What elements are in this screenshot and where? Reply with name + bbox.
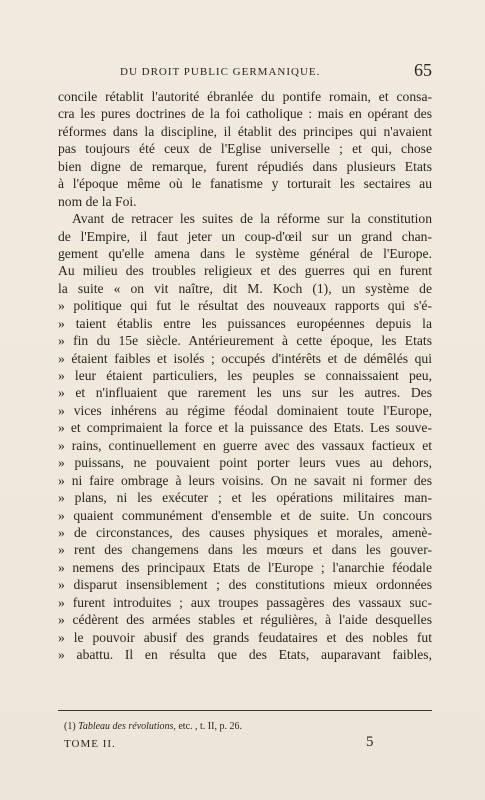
footnote-rule	[58, 710, 432, 711]
text-line: cra les pures doctrines de la foi catholique : mais en opérant des	[58, 106, 432, 122]
text-line: » nemens des principaux Etats de l'Europe ; l'anarchie féodale	[58, 559, 432, 575]
text-line: bien digne de remarque, furent répudiés dans plusieurs Etats	[58, 158, 432, 174]
text-line: » puissans, ne pouvaient point porter leurs vues au dehors,	[58, 455, 432, 471]
footnote-title: Tableau des révolutions	[78, 721, 174, 732]
text-line: » et n'influaient que rarement les uns sur les autres. Des	[58, 385, 432, 401]
text-line: concile rétablit l'autorité ébranlée du pontife romain, et consa-	[58, 89, 432, 104]
text-line: » taient établis entre les puissances européennes depuis la	[58, 315, 432, 331]
text-line: » rent des changemens dans les mœurs et dans les gouver-	[58, 542, 432, 558]
text-line: » ni faire ombrage à leurs voisins. On ne savait ni former des	[58, 472, 432, 488]
footnote-reference: , etc. , t. II, p. 26.	[173, 721, 242, 732]
text-line: » et comprimaient la force et la puissance des Etats. Les souve-	[58, 420, 432, 436]
text-line: réformes dans la discipline, il établit des principes qui n'avaient	[58, 123, 432, 139]
page-number: 65	[414, 60, 432, 80]
footnote-marker: (1)	[64, 721, 76, 732]
signature-number: 5	[366, 734, 374, 750]
text-line: » furent introduites ; aux troupes passagères des vassaux suc-	[58, 594, 432, 610]
text-line: la suite « on vit naître, dit M. Koch (1), un système de	[58, 280, 432, 296]
signature-label: TOME II.	[64, 738, 116, 750]
text-line: » le pouvoir abusif des grands feudataires et des nobles fut	[58, 629, 432, 645]
text-line: » politique qui fut le résultat des nouveaux rapports qui s'é-	[58, 298, 432, 314]
text-line: nom de la Foi.	[58, 193, 137, 209]
text-line: Au milieu des troubles religieux et des guerres qui en furent	[58, 263, 432, 279]
text-line: » disparut insensiblement ; des constitutions mieux ordonnées	[58, 577, 432, 593]
text-line: pas toujours été ceux de l'Eglise universelle ; et qui, chose	[58, 141, 432, 157]
text-line: Avant de retracer les suites de la réforme sur la constitution	[72, 211, 432, 227]
text-line: » cédèrent des armées stables et régulières, à l'aide desquelles	[58, 612, 432, 628]
text-line: gement qu'elle amena dans le système général de l'Europe.	[58, 245, 432, 261]
text-line: de l'Empire, il faut jeter un coup-d'œil sur un grand chan-	[58, 228, 432, 244]
text-line: » plans, ni les exécuter ; et les opérations militaires man-	[58, 490, 432, 506]
text-line: » abattu. Il en résulta que des Etats, auparavant faibles,	[58, 647, 432, 662]
text-line: » de circonstances, des causes physiques et morales, amenè-	[58, 524, 432, 540]
body-text	[58, 88, 432, 663]
text-line: » rains, continuellement en guerre avec des vassaux factieux et	[58, 437, 432, 453]
text-line: » leur étaient particuliers, les peuples se connaissaient peu,	[58, 368, 432, 383]
text-line: » quaient communément d'ensemble et de suite. Un concours	[58, 507, 432, 523]
text-line: à l'époque même où le fanatisme y torturait les sectaires au	[58, 176, 432, 192]
running-head: DU DROIT PUBLIC GERMANIQUE.	[120, 66, 321, 78]
text-line: » vices inhérens au régime féodal dominaient toute l'Europe,	[58, 402, 432, 418]
text-line: » étaient faibles et isolés ; occupés d'intérêts et de démêlés qui	[58, 350, 432, 366]
footnote	[64, 721, 242, 732]
page-header	[0, 60, 485, 86]
text-line: » fin du 15e siècle. Antérieurement à cette époque, les Etats	[58, 333, 432, 349]
